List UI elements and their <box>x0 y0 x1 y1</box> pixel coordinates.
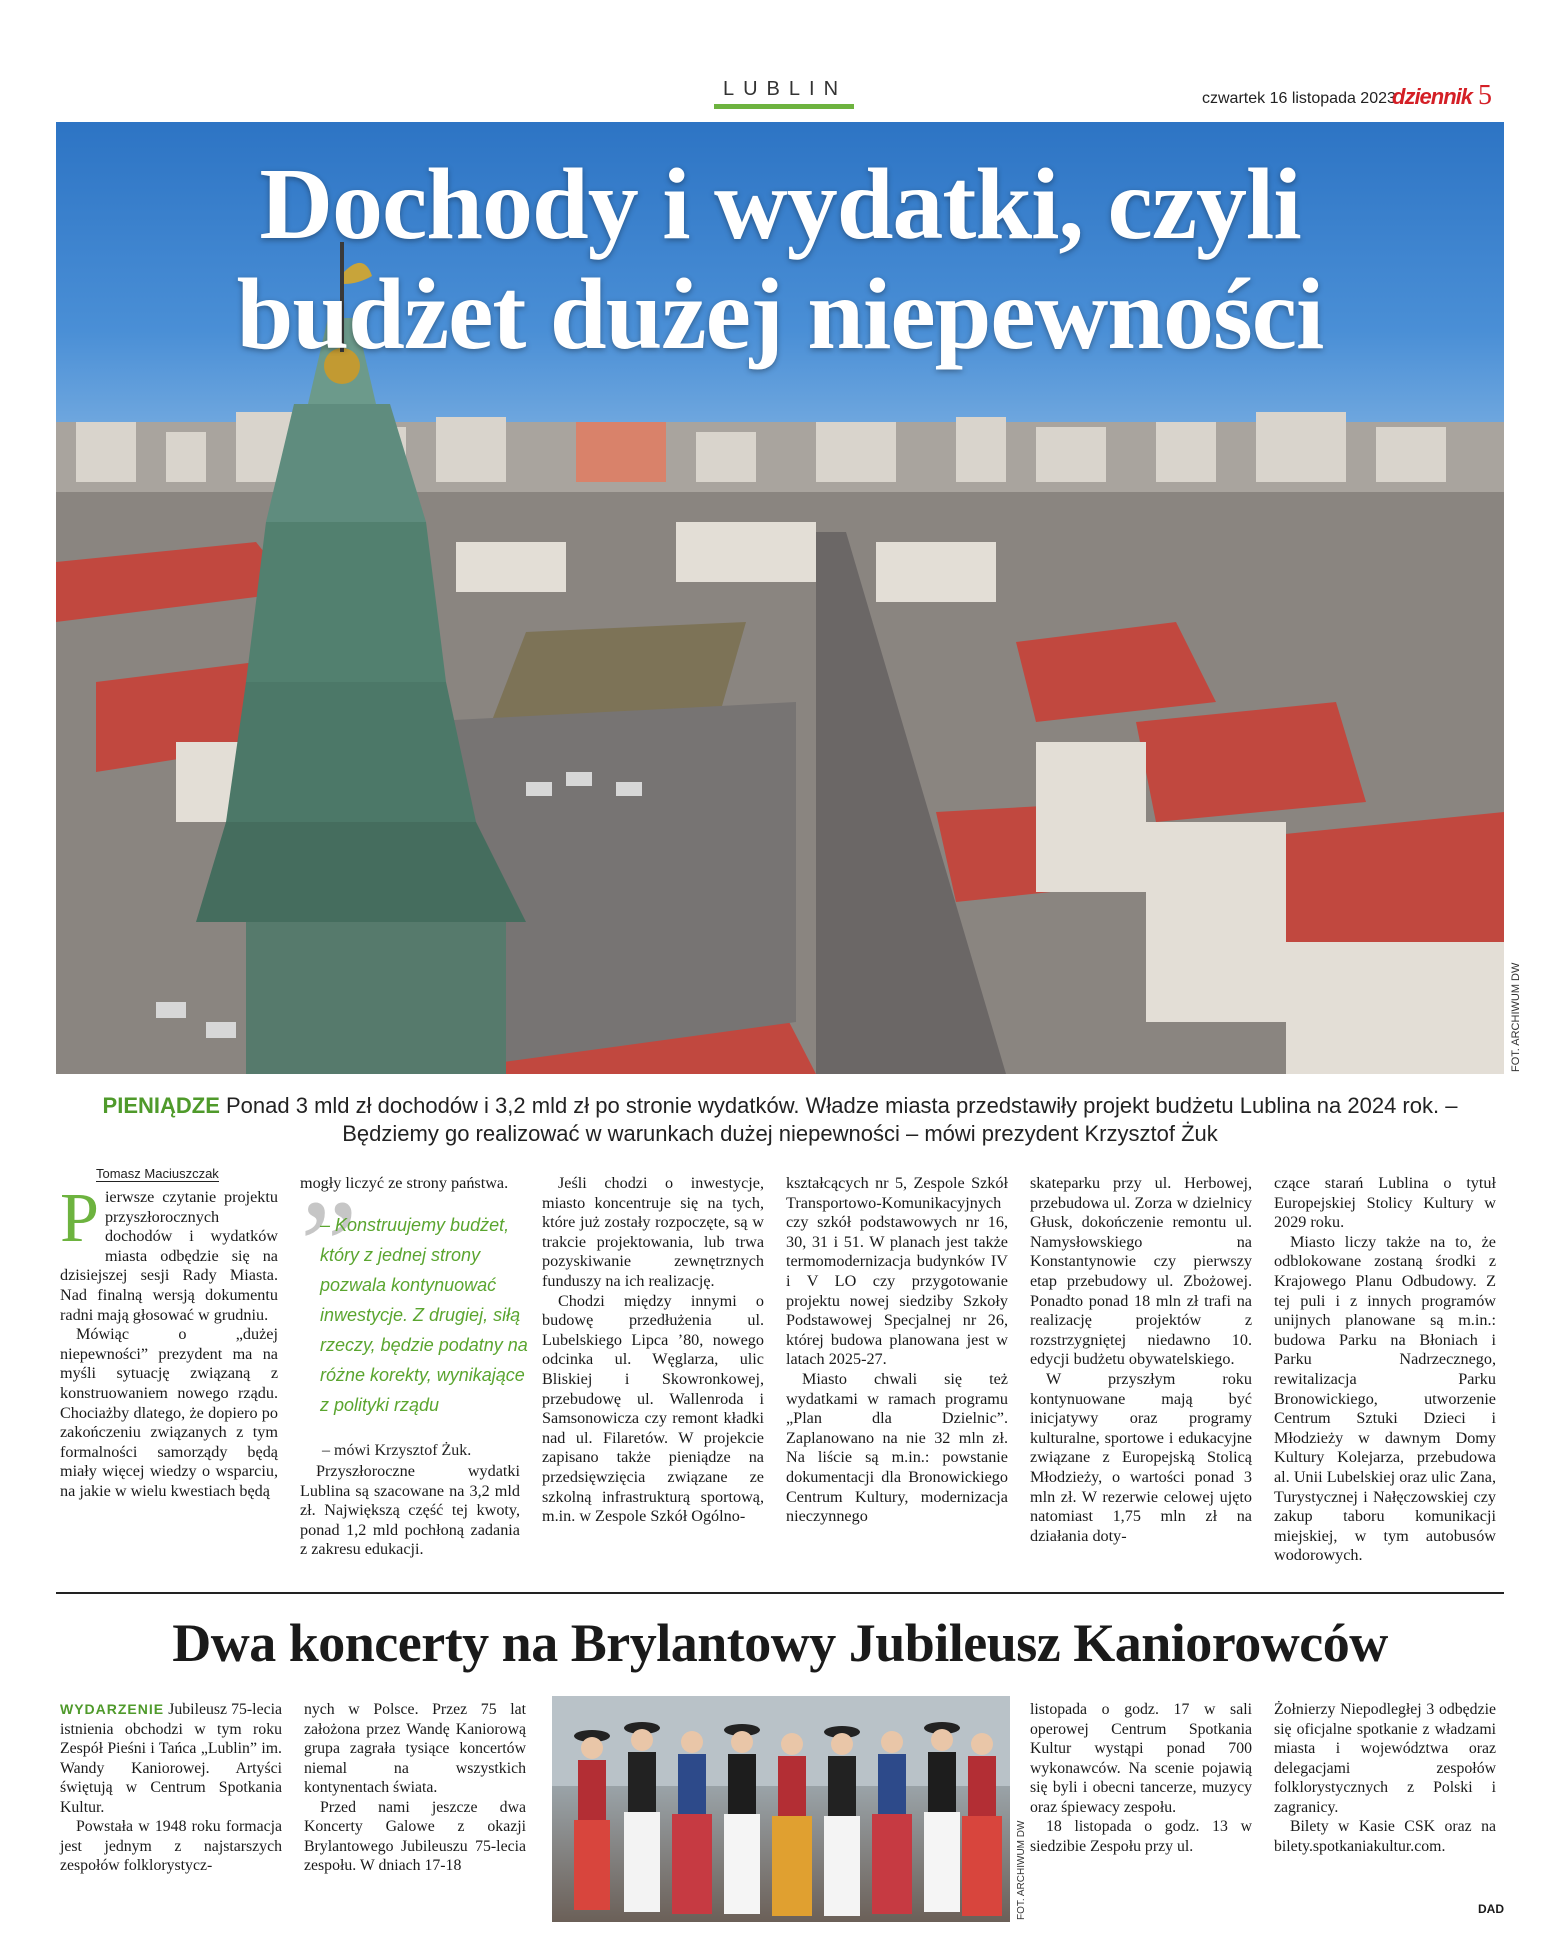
paragraph <box>60 1180 278 1325</box>
byline: Tomasz Maciuszczak <box>96 1166 219 1181</box>
quote-attribution: – mówi Krzysztof Żuk. <box>322 1442 472 1459</box>
main-headline <box>56 150 1504 370</box>
article-divider <box>56 1592 1504 1594</box>
second-headline: Dwa koncerty na Brylantowy Jubileusz Kaniorowców <box>172 1613 1388 1673</box>
paragraph: Żołnierzy Niepodległej 3 odbędzie się oficjalne spotkanie z władzami miasta i województwa oraz delegacjami zespołów folklorystycznych z Polski i zagranicy. <box>1274 1701 1496 1816</box>
article-column-3 <box>542 1174 764 1527</box>
article-column-6 <box>1274 1174 1496 1566</box>
paragraph: Mówiąc o „dużej niepewności” prezydent ma na myśli sytuację związaną z konstruowaniem nowego rządu. Chociażby dlatego, że dopiero po zakończeniu związanych z tym formalności samorządy będą miały więcej wiedzy o wsparciu, na jakie w wielu kwestiach będą <box>60 1325 278 1500</box>
folk-dancers-illustration <box>552 1696 1010 1922</box>
paragraph: listopada o godz. 17 w sali operowej Centrum Spotkania Kultur wystąpi ponad 700 wykonawców. Na scenie pojawią się byli i obecni tancerze, muzycy oraz śpiewacy zespołu. <box>1030 1701 1252 1816</box>
lead-paragraph <box>70 1092 1490 1148</box>
paragraph: Powstała w 1948 roku formacja jest jednym z najstarszych zespołów folklorystycz- <box>60 1818 282 1874</box>
dancers-photo <box>552 1696 1010 1922</box>
paragraph: 18 listopada o godz. 13 w siedzibie Zespołu przy ul. <box>1030 1818 1252 1855</box>
paragraph: Miasto liczy także na to, że odblokowane zostaną środki z Krajowego Planu Odbudowy. Z tej puli i z innych programów unijnych planowane są m.in.: budowa Parku na Błoniach i Parku Nadrzecznego, rewitalizacja Parku Bronowickiego, utworzenie Centrum Sztuki Dzieci i Młodzieży w dawnym Domy Kultury Kolejarza, przebudowa al. Unii Lubelskiej oraz ulic Zana, Turystycznej i Nałęczowskiej czy zakup taboru komunikacji miejskiej, w tym autobusów wodorowych. <box>1274 1232 1496 1565</box>
article-column-4 <box>786 1174 1008 1527</box>
second-keyword: WYDARZENIE <box>60 1701 165 1717</box>
paragraph: Jeśli chodzi o inwestycje, miasto koncentruje się na tych, które już zostały rozpoczęte, są w trakcie projektowania, lub trwa pozyskiwanie zewnętrznych funduszy na ich realizację. <box>542 1174 764 1290</box>
headline-line-2: budżet dużej niepewności <box>236 258 1324 371</box>
headline-line-1: Dochody i wydatki, czyli <box>259 148 1301 261</box>
paragraph: Bilety w Kasie CSK oraz na bilety.spotkaniakultur.com. <box>1274 1818 1496 1855</box>
paragraph: Przed nami jeszcze dwa Koncerty Galowe z okazji Brylantowego Jubileuszu 75-lecia zespołu. W dniach 17-18 <box>304 1798 526 1874</box>
page-number: 5 <box>1478 80 1492 111</box>
article-column-1 <box>60 1180 278 1502</box>
photo-credit: FOT. ARCHIWUM DW <box>1510 962 1522 1072</box>
paragraph: Miasto chwali się też wydatkami w ramach programu „Plan dla Dzielnic”. Zaplanowano na nie 32 mln zł. Na liście są m.in.: powstanie dokumentacji dla Bronowickiego Centrum Kultury, modernizacja nieczynnego <box>786 1369 1008 1526</box>
pull-quote: – Konstruujemy budżet, który z jednej strony pozwala kontynuować inwestycje. Z drugiej, siłą rzeczy, będzie podatny na różne korekty, wynikające z polityki rządu <box>320 1215 528 1415</box>
second-column-2 <box>304 1700 526 1876</box>
section-rule <box>714 104 854 109</box>
article-column-5 <box>1030 1174 1252 1546</box>
paragraph-text: ierwsze czytanie projektu przyszłorocznych dochodów i wydatków miasta odbędzie się na dzisiejszej sesji Rady Miasta. Nad finalną wersją dokumentu radni mają głosować w grudniu. <box>60 1188 278 1324</box>
article-column-2-cont <box>300 1462 520 1560</box>
issue-date: czwartek 16 listopada 2023 <box>1202 90 1396 107</box>
newspaper-logo: dziennik <box>1392 84 1473 109</box>
paragraph: nych w Polsce. Przez 75 lat założona przez Wandę Kaniorową grupa zagrała tysiące koncertów niemal na wszystkich kontynentach świata. <box>304 1701 526 1796</box>
photo-credit-2: FOT. ARCHIWUM DW <box>1016 1820 1027 1920</box>
second-column-4 <box>1274 1700 1496 1856</box>
quote-mark-icon: ” <box>300 1174 358 1318</box>
section-label: LUBLIN <box>722 78 848 100</box>
paragraph: skateparku przy ul. Herbowej, przebudowa ul. Zorza w dzielnicy Głusk, dokończenie remontu ul. Namysłowskiego na Konstantynowie czy pierwszy etap przebudowy ul. Zbożowej. Ponadto ponad 18 mln zł trafi na realizację projektów z rozstrzygniętej niedawno 10. edycji budżetu obywatelskiego. <box>1030 1174 1252 1369</box>
second-column-3 <box>1030 1700 1252 1856</box>
paragraph: W przyszłym roku kontynuowane mają być inicjatywy oraz programy kulturalne, sportowe i edukacyjne związane z Europejską Stolicą Młodzieży, o wartości ponad 3 mln zł. W rezerwie celowej ujęto natomiast 1,75 mln zł na działania doty- <box>1030 1369 1252 1545</box>
paragraph: Przyszłoroczne wydatki Lublina są szacowane na 3,2 mld zł. Największą część tej kwoty, ponad 1,2 mld pochłoną zadania z zakresu edukacji. <box>300 1462 520 1559</box>
paragraph: czące starań Lublina o tytuł Europejskiej Stolicy Kultury w 2029 roku. <box>1274 1174 1496 1232</box>
paragraph-text: Jubileusz 75-lecia istnienia obchodzi w tym roku Zespół Pieśni i Tańca „Lublin” im. Wandy Kaniorowej. Artyści świętują w Centrum Spotkania Kultur. <box>60 1701 282 1816</box>
paragraph <box>60 1700 282 1817</box>
dropcap: P <box>60 1180 99 1257</box>
lead-text: Ponad 3 mld zł dochodów i 3,2 mld zł po stronie wydatków. Władze miasta przedstawiły projekt budżetu Lublina na 2024 rok. – Będziemy go realizować w warunkach dużej niepewności – mówi prezydent Krzysztof Żuk <box>219 1093 1458 1146</box>
paragraph: kształcących nr 5, Zespole Szkół Transportowo-Komunikacyjnych czy szkół podstawowych nr 16, 30, 31 i 51. W planach jest także termomodernizacja budynków IV i V LO czy przygotowanie projektu nowej siedziby Szkoły Podstawowej Specjalnej nr 26, której budowa planowana jest w latach 2025-27. <box>786 1174 1008 1369</box>
lead-keyword: PIENIĄDZE <box>102 1093 220 1118</box>
paragraph: mogły liczyć ze strony państwa. <box>300 1174 509 1192</box>
paragraph: Chodzi między innymi o budowę przedłużenia ul. Lubelskiego Lipca ’80, nowego odcinka ul. Węglarza, ulic Bliskiej i Skowronkowej, przebudowę ul. Wallenroda i Samsonowicza czy remont kładki nad ul. Filaretów. W projekcie zapisano także pieniądze na przedsięwzięcia związane ze szkolną infrastrukturą sportową, m.in. w Zespole Szkół Ogólno- <box>542 1291 764 1526</box>
second-column-1 <box>60 1700 282 1876</box>
author-initials: DAD <box>1478 1902 1504 1916</box>
